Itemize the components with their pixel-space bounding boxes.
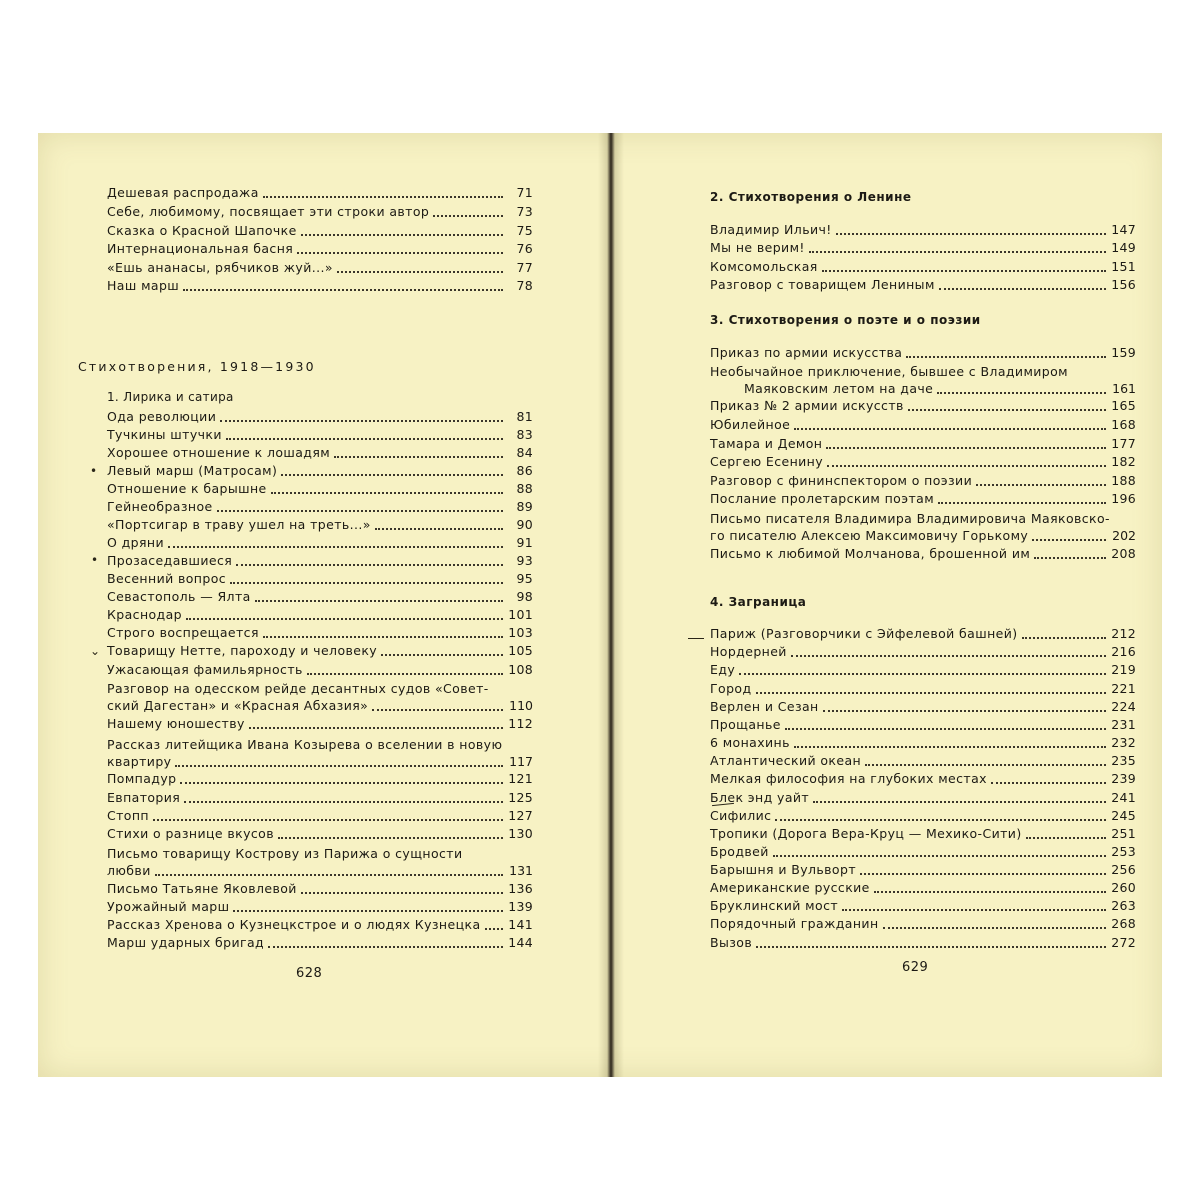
toc-entry (107, 881, 533, 897)
toc-entry-page: 75 (516, 223, 533, 238)
toc-entry (107, 260, 533, 276)
toc-entry (107, 899, 533, 915)
toc-entry-title: Прощанье (710, 717, 781, 732)
leader-dots (337, 271, 503, 273)
toc-entry-title: Мелкая философия на глубоких местах (710, 771, 987, 786)
toc-entry (710, 259, 1136, 275)
toc-entry-title: Нордерней (710, 644, 787, 659)
leader-dots (433, 215, 503, 217)
toc-entry-title: Приказ по армии искусства (710, 345, 903, 360)
section-title: 3. Стихотворения о поэте и о поэзии (710, 313, 981, 327)
toc-entry (710, 454, 1136, 470)
toc-entry-page: 263 (1111, 898, 1136, 913)
leader-dots (381, 654, 503, 656)
toc-entry-multiline (107, 680, 533, 714)
leader-dots (278, 837, 503, 839)
toc-entry-page: 117 (509, 754, 533, 769)
toc-entry-title: Гейнеобразное (107, 499, 213, 514)
toc-entry-page: 212 (1111, 626, 1136, 641)
toc-entry-title: Марш ударных бригад (107, 935, 265, 950)
toc-entry-title: Севастополь — Ялта (107, 589, 251, 604)
leader-dots (301, 234, 503, 236)
leader-dots (794, 428, 1106, 430)
toc-entry-title: Письмо к любимой Молчанова, брошенной им (710, 546, 1031, 561)
toc-entry-page: 103 (508, 625, 533, 640)
toc-entry (107, 625, 533, 641)
toc-entry-multiline (107, 845, 533, 879)
leader-dots (230, 582, 503, 584)
toc-entry-page: 83 (516, 427, 533, 442)
toc-entry-page: 84 (516, 445, 533, 460)
toc-entry-multiline (710, 510, 1136, 544)
leader-dots (226, 438, 503, 440)
toc-entry (107, 571, 533, 587)
toc-entry-title: О дряни (107, 535, 165, 550)
toc-entry (710, 398, 1136, 414)
toc-entry-title: Ужасающая фамильярность (107, 662, 303, 677)
toc-entry (710, 717, 1136, 733)
leader-dots (775, 819, 1106, 821)
toc-entry (107, 481, 533, 497)
section-title: 2. Стихотворения о Ленине (710, 190, 912, 204)
toc-entry-title: Разговор с товарищем Лениным (710, 277, 935, 292)
toc-entry-title: Рассказ Хренова о Кузнецкстрое и о людях Кузнецка (107, 917, 481, 932)
toc-entry-page: 130 (508, 826, 533, 841)
toc-entry-page: 93 (516, 553, 533, 568)
toc-entry (107, 463, 533, 479)
toc-entry-page: 165 (1111, 398, 1136, 413)
toc-entry (107, 826, 533, 842)
leader-dots (271, 492, 503, 494)
toc-entry-page: 202 (1112, 528, 1136, 543)
toc-entry-page: 232 (1111, 735, 1136, 750)
leader-dots (756, 692, 1107, 694)
toc-entry-title: 6 монахинь (710, 735, 790, 750)
toc-entry (107, 278, 533, 294)
toc-entry (107, 499, 533, 515)
leader-dots (375, 528, 503, 530)
toc-entry-title: Порядочный гражданин (710, 916, 879, 931)
toc-entry-page: 241 (1111, 790, 1136, 805)
toc-entry (107, 185, 533, 201)
toc-entry-title: Урожайный марш (107, 899, 230, 914)
toc-entry-page: 95 (516, 571, 533, 586)
toc-entry-page: 73 (516, 204, 533, 219)
leader-dots (153, 819, 503, 821)
toc-entry-title: Помпадур (107, 771, 177, 786)
leader-dots (155, 874, 503, 876)
toc-entry-title: Прозаседавшиеся (107, 553, 233, 568)
leader-dots (842, 909, 1106, 911)
leader-dots (180, 782, 503, 784)
leader-dots (186, 618, 503, 620)
toc-entry-page: 78 (516, 278, 533, 293)
toc-entry-page: 98 (516, 589, 533, 604)
toc-entry-page: 89 (516, 499, 533, 514)
toc-entry (107, 517, 533, 533)
leader-dots (823, 710, 1106, 712)
toc-entry-title: «Ешь ананасы, рябчиков жуй...» (107, 260, 333, 275)
toc-entry-title: Товарищу Нетте, пароходу и человеку (107, 643, 378, 658)
toc-entry-page: 239 (1111, 771, 1136, 786)
toc-entry-page: 91 (516, 535, 533, 550)
toc-entry (107, 409, 533, 425)
pencil-mark: • (91, 553, 99, 567)
leader-dots (1034, 557, 1106, 559)
toc-entry (710, 935, 1136, 951)
toc-entry-multiline (107, 736, 533, 770)
toc-entry-title: Приказ № 2 армии искусств (710, 398, 904, 413)
toc-entry (710, 277, 1136, 293)
page-number: 628 (296, 966, 323, 981)
toc-entry-title: Сергею Есенину (710, 454, 824, 469)
toc-entry (107, 935, 533, 951)
toc-entry-multiline (710, 363, 1136, 397)
toc-entry-page: 159 (1111, 345, 1136, 360)
leader-dots (372, 709, 503, 711)
toc-entry-title-line2: Маяковским летом на даче (744, 381, 934, 396)
toc-entry-title: «Портсигар в траву ушел на треть...» (107, 517, 371, 532)
toc-entry-page: 131 (509, 863, 533, 878)
toc-entry-title: Письмо Татьяне Яковлевой (107, 881, 297, 896)
leader-dots (809, 251, 1106, 253)
toc-entry-page: 81 (516, 409, 533, 424)
toc-entry-page: 161 (1112, 381, 1136, 396)
toc-entry-page: 216 (1111, 644, 1136, 659)
toc-entry (107, 535, 533, 551)
toc-entry-page: 77 (516, 260, 533, 275)
toc-entry-page: 272 (1111, 935, 1136, 950)
toc-entry-page: 156 (1111, 277, 1136, 292)
leader-dots (906, 356, 1106, 358)
toc-entry-title: Барышня и Вульворт (710, 862, 856, 877)
leader-dots (175, 765, 503, 767)
toc-entry-page: 127 (508, 808, 533, 823)
toc-entry (107, 790, 533, 806)
toc-entry-title: Верлен и Сезан (710, 699, 819, 714)
toc-entry-title: Тропики (Дорога Вера-Круц — Мехико-Сити) (710, 826, 1022, 841)
leader-dots (255, 600, 503, 602)
toc-entry (710, 417, 1136, 433)
leader-dots (249, 727, 503, 729)
toc-entry (710, 662, 1136, 678)
toc-entry-page: 86 (516, 463, 533, 478)
toc-entry (710, 473, 1136, 489)
leader-dots (334, 456, 503, 458)
toc-entry (107, 917, 533, 933)
leader-dots (827, 465, 1106, 467)
leader-dots (939, 288, 1106, 290)
toc-entry (107, 204, 533, 220)
leader-dots (785, 728, 1106, 730)
toc-entry-title: Краснодар (107, 607, 182, 622)
leader-dots (485, 928, 503, 930)
pencil-mark (688, 638, 704, 639)
toc-entry-title: Евпатория (107, 790, 181, 805)
toc-entry-title: Строго воспрещается (107, 625, 259, 640)
toc-entry-title-line2: ский Дагестан» и «Красная Абхазия» (107, 698, 369, 713)
leader-dots (826, 447, 1106, 449)
leader-dots (263, 636, 503, 638)
toc-entry (107, 607, 533, 623)
toc-entry (710, 826, 1136, 842)
leader-dots (236, 564, 503, 566)
toc-entry (710, 436, 1136, 452)
toc-entry-title: Бруклинский мост (710, 898, 839, 913)
toc-entry-page: 125 (508, 790, 533, 805)
leader-dots (874, 891, 1106, 893)
toc-entry-title: Себе, любимому, посвящает эти строки автор (107, 204, 430, 219)
toc-entry-title: Разговор с фининспектором о поэзии (710, 473, 973, 488)
toc-entry-page: 71 (516, 185, 533, 200)
toc-entry (107, 553, 533, 569)
leader-dots (268, 946, 503, 948)
toc-entry-page: 219 (1111, 662, 1136, 677)
toc-entry-title: Сказка о Красной Шапочке (107, 223, 297, 238)
toc-entry-page: 147 (1111, 222, 1136, 237)
leader-dots (976, 484, 1106, 486)
toc-entry-title: Стихи о разнице вкусов (107, 826, 274, 841)
leader-dots (220, 420, 503, 422)
leader-dots (1026, 837, 1106, 839)
toc-entry-title: Атлантический океан (710, 753, 862, 768)
book-gutter (598, 133, 624, 1077)
toc-entry-title-line2: квартиру (107, 754, 172, 769)
leader-dots (938, 502, 1106, 504)
toc-entry-page: 141 (508, 917, 533, 932)
pencil-mark: ⌄ (90, 644, 101, 658)
toc-entry (710, 681, 1136, 697)
toc-entry-page: 208 (1111, 546, 1136, 561)
toc-entry-title: Комсомольская (710, 259, 818, 274)
toc-entry (107, 445, 533, 461)
toc-entry-page: 88 (516, 481, 533, 496)
left-page (38, 133, 598, 1077)
toc-entry (107, 643, 533, 659)
section-title: Стихотворения, 1918—1930 (78, 359, 316, 374)
toc-entry-page: 221 (1111, 681, 1136, 696)
toc-entry (107, 716, 533, 732)
toc-entry (710, 862, 1136, 878)
toc-entry-page: 90 (516, 517, 533, 532)
toc-entry (710, 844, 1136, 860)
toc-entry-page: 256 (1111, 862, 1136, 877)
toc-entry-page: 151 (1111, 259, 1136, 274)
toc-entry-title-line1: Необычайное приключение, бывшее с Владимиром (710, 364, 1069, 379)
section-title: 4. Заграница (710, 595, 807, 609)
toc-entry (710, 345, 1136, 361)
toc-entry-page: 182 (1111, 454, 1136, 469)
leader-dots (865, 764, 1106, 766)
toc-entry-title: Блек энд уайт (710, 790, 810, 805)
toc-entry-title: Американские русские (710, 880, 870, 895)
leader-dots (739, 673, 1106, 675)
leader-dots (773, 855, 1106, 857)
toc-entry-page: 144 (508, 935, 533, 950)
toc-entry-page: 245 (1111, 808, 1136, 823)
toc-entry-page: 112 (508, 716, 533, 731)
toc-entry-title: Тамара и Демон (710, 436, 823, 451)
toc-entry (710, 735, 1136, 751)
toc-entry-page: 235 (1111, 753, 1136, 768)
toc-entry-title: Весенний вопрос (107, 571, 227, 586)
toc-entry-title-line1: Письмо писателя Владимира Владимировича Маяковско- (710, 511, 1110, 526)
toc-entry-page: 260 (1111, 880, 1136, 895)
toc-entry (710, 222, 1136, 238)
toc-entry (710, 808, 1136, 824)
toc-entry-title: Отношение к барышне (107, 481, 267, 496)
toc-entry-title: Юбилейное (710, 417, 791, 432)
leader-dots (1022, 637, 1106, 639)
toc-entry-title: Владимир Ильич! (710, 222, 832, 237)
toc-entry-page: 168 (1111, 417, 1136, 432)
toc-entry (710, 240, 1136, 256)
toc-entry-title-line2: го писателю Алексею Максимовичу Горькому (710, 528, 1029, 543)
toc-entry (710, 898, 1136, 914)
toc-entry (710, 753, 1136, 769)
right-page (624, 133, 1162, 1077)
toc-entry-page: 105 (508, 643, 533, 658)
toc-entry (710, 771, 1136, 787)
toc-entry (107, 771, 533, 787)
leader-dots (233, 910, 503, 912)
leader-dots (297, 252, 503, 254)
toc-entry-page: 196 (1111, 491, 1136, 506)
toc-entry-title-line1: Разговор на одесском рейде десантных судов «Совет- (107, 681, 489, 696)
leader-dots (908, 409, 1106, 411)
toc-entry-page: 268 (1111, 916, 1136, 931)
pencil-mark: • (90, 464, 98, 478)
toc-entry (710, 699, 1136, 715)
leader-dots (183, 289, 503, 291)
toc-entry (710, 790, 1136, 806)
toc-entry-title: Мы не верим! (710, 240, 805, 255)
leader-dots (263, 196, 503, 198)
toc-entry-title: Ода революции (107, 409, 217, 424)
page-number: 629 (902, 960, 929, 975)
toc-entry-page: 251 (1111, 826, 1136, 841)
toc-entry-page: 253 (1111, 844, 1136, 859)
leader-dots (822, 270, 1106, 272)
toc-entry (107, 427, 533, 443)
toc-entry-page: 231 (1111, 717, 1136, 732)
toc-entry (710, 626, 1136, 642)
toc-entry (107, 662, 533, 678)
toc-entry-title: Париж (Разговорчики с Эйфелевой башней) (710, 626, 1018, 641)
leader-dots (883, 927, 1106, 929)
toc-entry-title: Левый марш (Матросам) (107, 463, 278, 478)
leader-dots (1032, 539, 1106, 541)
toc-entry-title-line1: Рассказ литейщика Ивана Козырева о вселении в новую (107, 737, 503, 752)
toc-entry-title: Послание пролетарским поэтам (710, 491, 935, 506)
book-spread (38, 133, 1162, 1077)
toc-entry (107, 808, 533, 824)
toc-entry (107, 241, 533, 257)
toc-entry (107, 589, 533, 605)
toc-entry-page: 110 (509, 698, 533, 713)
leader-dots (301, 892, 503, 894)
leader-dots (860, 873, 1106, 875)
leader-dots (307, 673, 503, 675)
toc-entry (710, 880, 1136, 896)
toc-entry-title: Вызов (710, 935, 753, 950)
toc-entry-title: Город (710, 681, 752, 696)
toc-entry-page: 108 (508, 662, 533, 677)
leader-dots (184, 801, 503, 803)
toc-entry-page: 188 (1111, 473, 1136, 488)
leader-dots (756, 946, 1106, 948)
leader-dots (836, 233, 1106, 235)
toc-entry-title-line2: любви (107, 863, 151, 878)
toc-entry (710, 491, 1136, 507)
leader-dots (991, 782, 1106, 784)
leader-dots (217, 510, 503, 512)
toc-entry-page: 101 (508, 607, 533, 622)
leader-dots (813, 801, 1106, 803)
leader-dots (791, 655, 1106, 657)
leader-dots (168, 546, 503, 548)
toc-entry-title: Нашему юношеству (107, 716, 245, 731)
toc-entry-title: Стопп (107, 808, 150, 823)
toc-entry-title: Тучкины штучки (107, 427, 222, 442)
toc-entry-page: 149 (1111, 240, 1136, 255)
toc-entry-title: Дешевая распродажа (107, 185, 259, 200)
toc-entry (710, 644, 1136, 660)
toc-entry-title: Еду (710, 662, 736, 677)
toc-entry-title: Интернациональная басня (107, 241, 294, 256)
toc-entry-page: 139 (508, 899, 533, 914)
toc-entry (710, 546, 1136, 562)
leader-dots (794, 746, 1106, 748)
toc-entry-page: 76 (516, 241, 533, 256)
toc-entry-page: 121 (508, 771, 533, 786)
toc-entry-title: Бродвей (710, 844, 769, 859)
toc-entry-title-line1: Письмо товарищу Кострову из Парижа о сущности (107, 846, 463, 861)
leader-dots (281, 474, 503, 476)
toc-entry-page: 136 (508, 881, 533, 896)
toc-entry-title: Наш марш (107, 278, 180, 293)
toc-entry (710, 916, 1136, 932)
subsection-title: 1. Лирика и сатира (107, 390, 234, 404)
toc-entry-title: Хорошее отношение к лошадям (107, 445, 331, 460)
toc-entry (107, 223, 533, 239)
leader-dots (937, 392, 1106, 394)
toc-entry-page: 177 (1111, 436, 1136, 451)
toc-entry-page: 224 (1111, 699, 1136, 714)
toc-entry-title: Сифилис (710, 808, 772, 823)
